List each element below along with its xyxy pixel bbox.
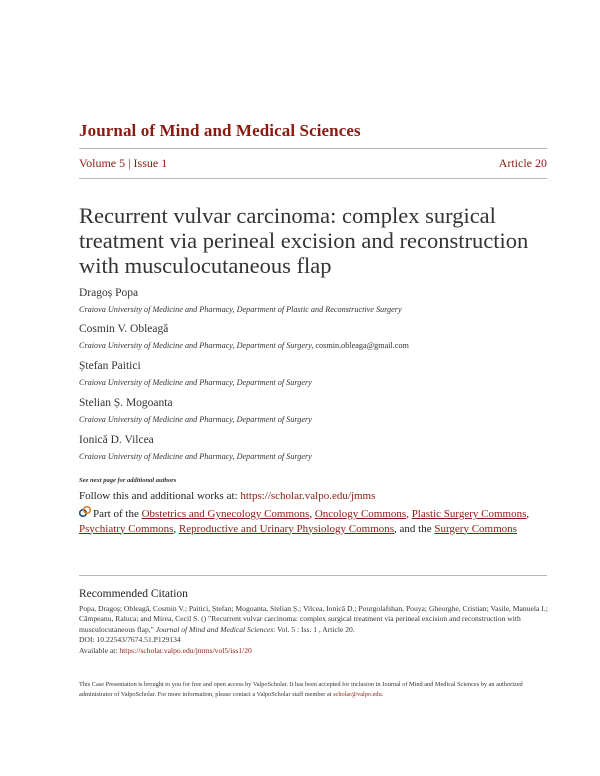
affiliation-text: Craiova University of Medicine and Pharmacy, Department of Surgery xyxy=(79,415,312,424)
citation-heading: Recommended Citation xyxy=(79,588,188,600)
citation-doi: DOI: 10.22543/7674.51.P129134 xyxy=(79,635,181,645)
author-name: Cosmin V. Obleagă xyxy=(79,323,169,335)
citation-journal: Journal of Mind and Medical Sciences xyxy=(155,624,274,634)
author-affiliation xyxy=(79,378,312,387)
author-affiliation xyxy=(79,341,409,350)
affiliation-text: Craiova University of Medicine and Pharmacy, Department of Surgery xyxy=(79,378,312,387)
divider-citation xyxy=(79,575,547,576)
commons-link-oncology[interactable]: Oncology Commons xyxy=(314,508,407,520)
volume-link[interactable]: Volume 5 xyxy=(79,156,126,170)
journal-title[interactable]: Journal of Mind and Medical Sciences xyxy=(79,121,361,140)
list-separator: , xyxy=(526,508,530,520)
article-title: Recurrent vulvar carcinoma: complex surgical treatment via perineal excision and reconstruction with musculocutaneous flap xyxy=(79,203,529,278)
citation-body xyxy=(79,604,549,656)
affiliation-text: Craiova University of Medicine and Pharmacy, Department of Surgery, xyxy=(79,341,316,350)
contact-email-link[interactable]: scholar@valpo.edu xyxy=(333,690,382,698)
footer-end: . xyxy=(381,690,384,698)
follow-line xyxy=(79,490,375,502)
footer-notice xyxy=(79,680,549,700)
author-name: Ionică D. Vilcea xyxy=(79,434,154,446)
divider-issue xyxy=(79,178,547,179)
list-and: , and the xyxy=(394,522,435,535)
part-of-commons xyxy=(79,506,549,536)
follow-text: Follow this and additional works at: xyxy=(79,490,241,502)
see-next-note: See next page for additional authors xyxy=(79,477,177,484)
affiliation-text: Craiova University of Medicine and Pharmacy, Department of Plastic and Reconstructive Surgery xyxy=(79,305,402,314)
available-label: Available at: xyxy=(79,645,120,655)
footer-text: This Case Presentation is brought to you for free and open access by ValpoScholar. It has been accepted for inclusion in Journal of Mind and Medical Sciences by an authorized administrator of ValpoScholar. For more information, please contact a ValpoScholar staff member at xyxy=(79,681,523,698)
affiliation-text: Craiova University of Medicine and Pharmacy, Department of Surgery xyxy=(79,452,312,461)
divider-top xyxy=(79,148,547,149)
commons-link-reproductive[interactable]: Reproductive and Urinary Physiology Commons xyxy=(178,522,395,535)
author-affiliation xyxy=(79,452,312,461)
issue-line xyxy=(79,156,547,171)
commons-link-plastic-surgery[interactable]: Plastic Surgery Commons xyxy=(411,508,527,520)
part-of-prefix: Part of the xyxy=(93,508,142,520)
author-affiliation xyxy=(79,305,402,314)
follow-link[interactable]: https://scholar.valpo.edu/jmms xyxy=(240,490,376,502)
author-email[interactable]: cosmin.obleaga@gmail.com xyxy=(315,341,409,350)
author-affiliation xyxy=(79,415,312,424)
author-name: Ștefan Paitici xyxy=(79,360,141,372)
commons-link-obstetrics[interactable]: Obstetrics and Gynecology Commons xyxy=(141,508,310,520)
citation-text: Popa, Dragoș; Obleagă, Cosmin V.; Paitici, Ștefan; Mogoanta, Stelian Ș.; Vilcea, Ionică D.; Pourgolafshan, Pouya; Gheorghe, Cristian; Vasile, Manuela I.; Câmpeanu, Raluca; and Mirea, Cecil S. () "Recurrent vulvar carcinoma: complex surgical treatment via perineal excision and reconstruction with musculocutaneous flap," xyxy=(79,604,548,634)
list-separator: , xyxy=(309,508,315,520)
citation-tail: : Vol. 5 : Iss. 1 , Article 20. xyxy=(273,624,355,634)
commons-link-surgery[interactable]: Surgery Commons xyxy=(434,522,517,535)
list-separator: , xyxy=(173,522,179,535)
list-separator: , xyxy=(406,508,412,520)
issue-separator: | xyxy=(128,156,131,170)
author-name: Dragoș Popa xyxy=(79,287,139,299)
article-number[interactable]: Article 20 xyxy=(498,156,547,170)
bepress-network-icon xyxy=(79,506,91,518)
commons-link-psychiatry[interactable]: Psychiatry Commons xyxy=(79,522,174,535)
available-link[interactable]: https://scholar.valpo.edu/jmms/vol5/iss1/20 xyxy=(119,645,252,655)
issue-link[interactable]: Issue 1 xyxy=(133,156,168,170)
author-name: Stelian Ș. Mogoanta xyxy=(79,397,173,409)
